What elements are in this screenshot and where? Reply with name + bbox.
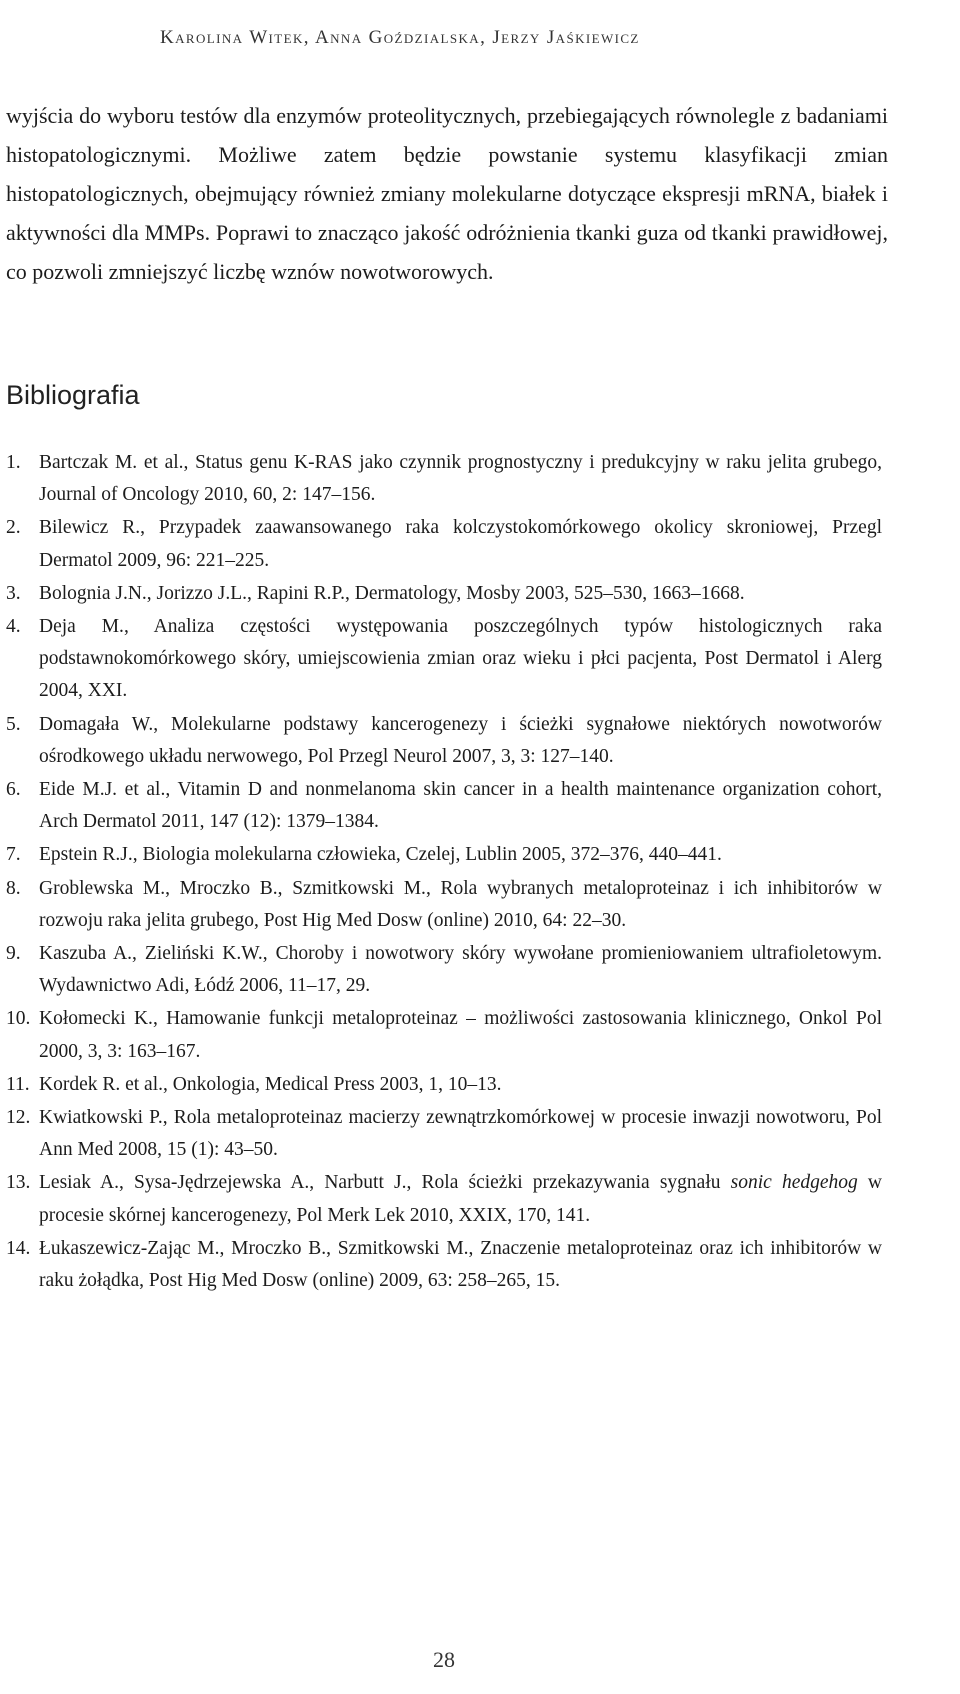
bibliography-entry-10 [6, 1003, 882, 1067]
entry-authors: Lesiak A., Sysa-Jędrzejewska A., Narbutt J. [39, 1172, 407, 1194]
bibliography-entry-1 [6, 447, 882, 511]
bibliography-entry-14 [6, 1233, 882, 1297]
entry-authors: Bolognia J.N., Jorizzo J.L., Rapini R.P. [39, 582, 346, 604]
bibliography-entry-6 [6, 774, 882, 838]
entry-citation: , Znaczenie metaloproteinaz oraz ich inhibitorów w raku żołądka, Post Hig Med Dosw (online) 2009, 63: 258–265, 15. [39, 1237, 883, 1292]
entry-citation: , Onkologia, Medical Press 2003, 1, 10–13. [163, 1073, 502, 1095]
bibliography-entry-13 [6, 1167, 882, 1231]
entry-citation: w procesie skórnej kancerogenezy, Pol Merk Lek 2010, XXIX, 170, 141. [39, 1172, 882, 1226]
entry-number: 6. [6, 779, 21, 801]
entry-number: 11. [6, 1073, 30, 1095]
entry-citation: , Status genu K-RAS jako czynnik prognostyczny i predukcyjny w raku jelita grubego, Journal of Oncology 2010, 60, 2: 147–156. [39, 452, 882, 506]
entry-number: 1. [6, 452, 21, 473]
entry-number: 12. [6, 1107, 31, 1129]
entry-number: 9. [6, 943, 21, 965]
bibliography-entry-9 [6, 938, 882, 1002]
bibliography-entry-3 [6, 578, 882, 610]
bibliography-entry-2 [6, 512, 882, 576]
entry-citation: , Biologia molekularna człowieka, Czelej, Lublin 2005, 372–376, 440–441. [132, 844, 722, 866]
entry-number: 4. [6, 616, 21, 638]
bibliography-entry-12 [6, 1102, 882, 1166]
entry-authors: Eide M.J. et al. [39, 779, 166, 801]
body-paragraph: wyjścia do wyboru testów dla enzymów proteolitycznych, przebiegających równolegle z badaniami histopatologicznymi. Możliwe zatem będzie powstanie systemu klasyfikacji zmian histopatologicznych, obejmujący również zmiany molekularne dotyczące ekspresji mRNA, białek i aktywności dla MMPs. Poprawi to znacząco jakość odróżnienia tkanki guza od tkanki prawidłowej, co pozwoli zmniejszyć liczbę wznów nowotworowych. [6, 103, 888, 284]
entry-citation: , Przypadek zaawansowanego raka kolczystokomórkowego okolicy skroniowej, Przegl Dermatol 2009, 96: 221–225. [39, 517, 882, 571]
entry-citation: , Rola wybranych metaloproteinaz i ich inhibitorów w rozwoju raka jelita grubego, Post Hig Med Dosw (online) 2010, 64: 22–30. [39, 877, 882, 931]
entry-number: 5. [6, 713, 21, 735]
entry-authors: Kaszuba A., Zieliński K.W. [39, 943, 263, 965]
entry-citation: , Analiza częstości występowania poszczególnych typów histologicznych raka podstawnokomórkowego skóry, umiejscowienia zmian oraz wieku i płci pacjenta, Post Dermatol i Alerg 2004, XXI. [39, 616, 882, 702]
page-number: 28 [433, 1647, 455, 1672]
entry-authors: Groblewska M., Mroczko B., Szmitkowski M. [39, 877, 426, 899]
entry-citation: , Choroby i nowotwory skóry wywołane promieniowaniem ultrafioletowym. Wydawnictwo Adi, Łódź 2006, 11–17, 29. [39, 943, 883, 997]
running-head: Karolina Witek, Anna Goździalska, Jerzy Jaśkiewicz [160, 27, 640, 48]
entry-number: 14. [6, 1237, 31, 1259]
entry-number: 7. [6, 844, 21, 866]
bibliography-entry-11 [6, 1069, 882, 1101]
entry-citation: , Hamowanie funkcji metaloproteinaz – możliwości zastosowania klinicznego, Onkol Pol 2000, 3, 3: 163–167. [39, 1008, 883, 1062]
entry-citation-italic: sonic hedgehog [730, 1172, 858, 1194]
bibliography-entry-5 [6, 709, 882, 773]
entry-authors: Domagała W. [39, 713, 154, 735]
entry-authors: Kwiatkowski P. [39, 1107, 163, 1129]
entry-authors: Deja M. [39, 616, 124, 638]
entry-authors: Bilewicz R. [39, 517, 141, 539]
entry-number: 10. [6, 1008, 31, 1030]
entry-authors: Bartczak M. et al. [39, 452, 184, 473]
entry-citation: , Dermatology, Mosby 2003, 525–530, 1663–1668. [345, 582, 745, 604]
entry-number: 8. [6, 877, 21, 899]
entry-number: 3. [6, 582, 21, 604]
bibliography-entry-4 [6, 611, 882, 708]
entry-citation: , Rola metaloproteinaz macierzy zewnątrzkomórkowej w procesie inwazji nowotworu, Pol Ann Med 2008, 15 (1): 43–50. [39, 1107, 882, 1161]
bibliography-entry-8 [6, 873, 882, 937]
entry-citation: , Rola ścieżki przekazywania sygnału [406, 1172, 731, 1194]
bibliography-heading: Bibliografia [6, 380, 140, 410]
entry-authors: Kołomecki K. [39, 1008, 153, 1030]
entry-number: 2. [6, 517, 21, 539]
entry-authors: Epstein R.J. [39, 844, 133, 866]
entry-number: 13. [6, 1172, 31, 1194]
entry-citation: , Molekularne podstawy kancerogenezy i ścieżki sygnałowe niektórych nowotworów ośrodkowego układu nerwowego, Pol Przegl Neurol 2007, 3, 3: 127–140. [39, 713, 882, 767]
bibliography-entry-7 [6, 839, 882, 871]
bibliography-list [6, 447, 882, 1297]
entry-authors: Łukaszewicz-Zając M., Mroczko B., Szmitkowski M. [39, 1237, 469, 1259]
entry-citation: , Vitamin D and nonmelanoma skin cancer in a health maintenance organization cohort, Arch Dermatol 2011, 147 (12): 1379–1384. [39, 779, 882, 833]
entry-authors: Kordek R. et al. [39, 1073, 164, 1095]
